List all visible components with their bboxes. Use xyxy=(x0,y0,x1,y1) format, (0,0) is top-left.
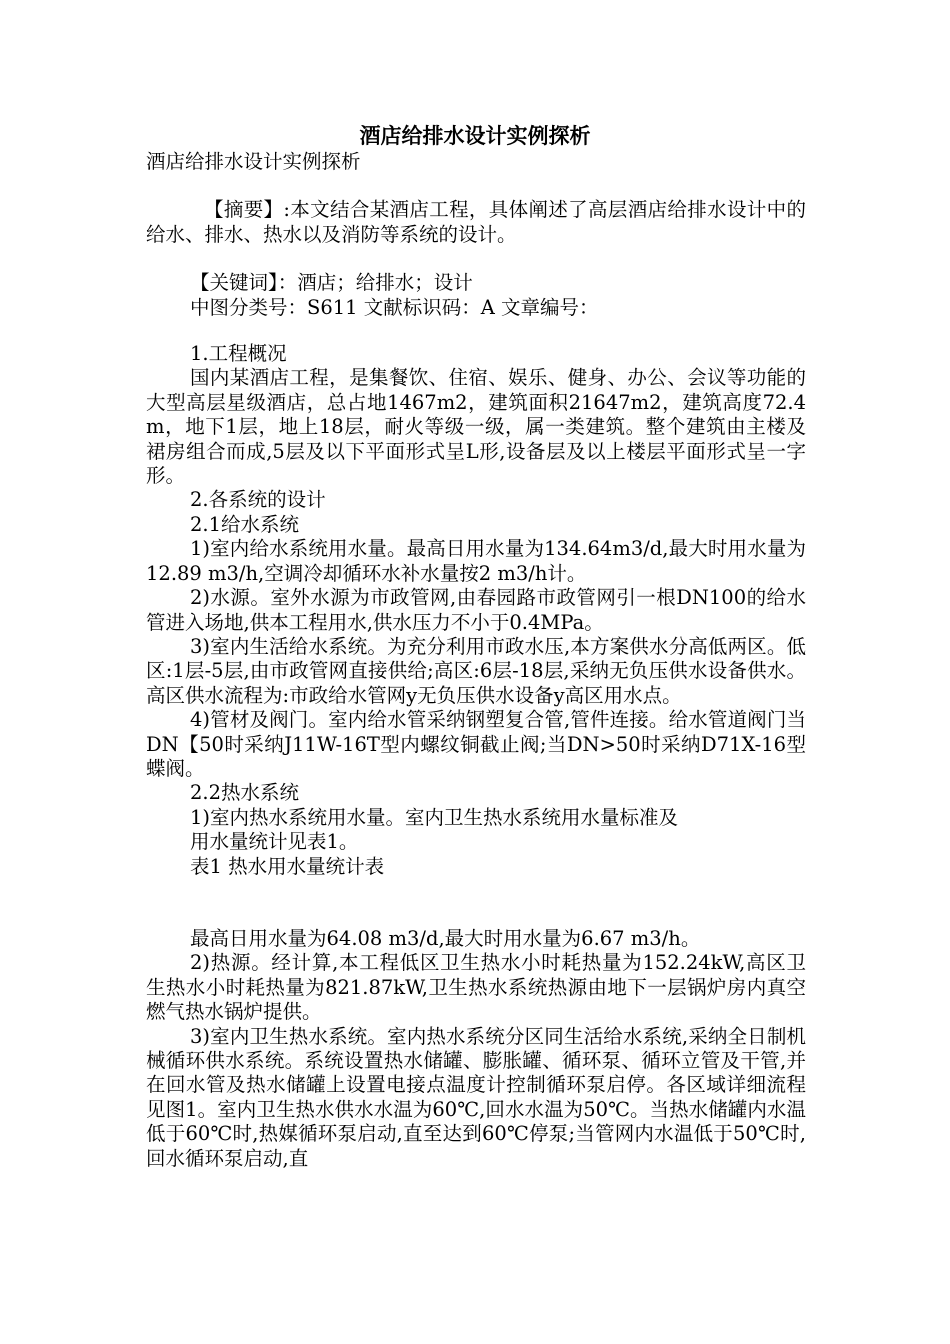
paragraph: 2)水源。室外水源为市政管网,由春园路市政管网引一根DN100的给水管进入场地,供本工程用水,供水压力不小于0.4MPa。 xyxy=(146,586,806,634)
subsection-heading: 2.2热水系统 xyxy=(190,781,300,805)
paragraph: 国内某酒店工程，是集餐饮、住宿、娱乐、健身、办公、会议等功能的大型高层星级酒店，总占地1467m2，建筑面积21647m2，建筑高度72.4m，地下1层，地上18层，耐火等级一级，属一类建筑。整个建筑由主楼及裙房组合而成,5层及以下平面形式呈L形,设备层及以上楼层平面形式呈一字形。 xyxy=(146,366,806,488)
spacer xyxy=(146,247,806,271)
paragraph: 2)热源。经计算,本工程低区卫生热水小时耗热量为152.24kW,高区卫生热水小时耗热量为821.87kW,卫生热水系统热源由地下一层锅炉房内真空燃气热水锅炉提供。 xyxy=(146,951,806,1024)
abstract-paragraph: 【摘要】:本文结合某酒店工程，具体阐述了高层酒店给排水设计中的给水、排水、热水以及消防等系统的设计。 xyxy=(146,198,806,246)
classification-line: 中图分类号：S611 文献标识码：A 文章编号： xyxy=(190,295,599,319)
paragraph: 3)室内生活给水系统。为充分利用市政水压,本方案供水分高低两区。低区:1层-5层,由市政管网直接供给;高区:6层-18层,采纳无负压供水设备供水。高区供水流程为:市政给水管网y无负压供水设备y高区用水点。 xyxy=(146,634,806,707)
section-heading: 2.各系统的设计 xyxy=(190,488,326,512)
paragraph: 用水量统计见表1。 xyxy=(190,830,359,854)
table-placeholder xyxy=(146,879,806,927)
document-subtitle: 酒店给排水设计实例探析 xyxy=(146,150,361,173)
table-caption: 表1 热水用水量统计表 xyxy=(190,854,385,878)
keywords-line: 【关键词】：酒店；给排水；设计 xyxy=(190,271,473,295)
paragraph: 3)室内卫生热水系统。室内热水系统分区同生活给水系统,采纳全日制机械循环供水系统。系统设置热水储罐、膨胀罐、循环泵、循环立管及干管,并在回水管及热水储罐上设置电接点温度计控制循环泵启停。各区域详细流程见图1。室内卫生热水供水水温为60℃,回水水温为50℃。当热水储罐内水温低于60℃时,热媒循环泵启动,直至达到60℃停泵;当管网内水温低于50℃时,回水循环泵启动,直 xyxy=(146,1024,806,1170)
section-heading: 1.工程概况 xyxy=(190,342,287,366)
document-title: 酒店给排水设计实例探析 xyxy=(359,123,591,148)
paragraph: 1)室内热水系统用水量。室内卫生热水系统用水量标准及 xyxy=(190,805,679,829)
paragraph: 1)室内给水系统用水量。最高日用水量为134.64m3/d,最大时用水量为12.89 m3/h,空调冷却循环水补水量按2 m3/h计。 xyxy=(146,537,806,585)
document-body xyxy=(146,150,806,1171)
spacer xyxy=(146,320,806,342)
paragraph: 最高日用水量为64.08 m3/d,最大时用水量为6.67 m3/h。 xyxy=(190,926,701,950)
spacer xyxy=(146,174,806,198)
subsection-heading: 2.1给水系统 xyxy=(190,512,300,536)
paragraph: 4)管材及阀门。室内给水管采纳钢塑复合管,管件连接。给水管道阀门当DN【50时采纳J11W-16T型内螺纹铜截止阀;当DN>50时采纳D71X-16型蝶阀。 xyxy=(146,708,806,780)
